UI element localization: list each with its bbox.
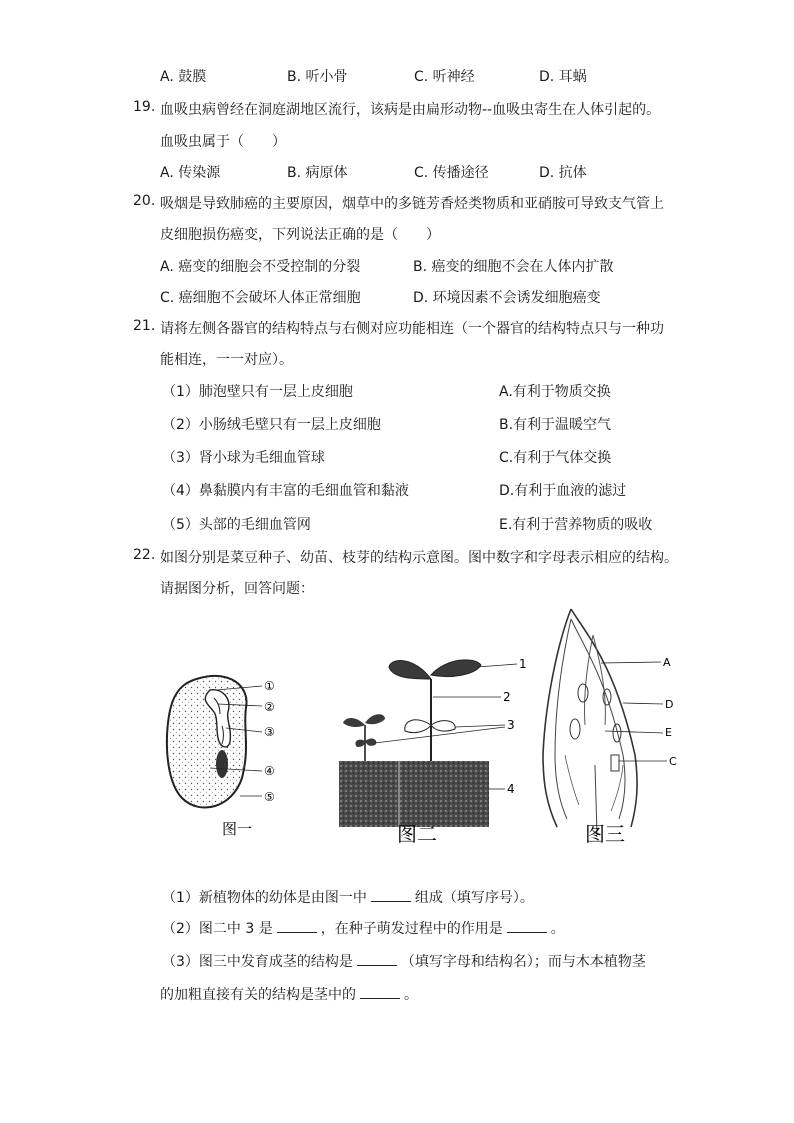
fig3-label: A [663,656,671,669]
true-leaf-right [431,660,481,677]
match-left-item: （5）头部的毛细血管网 [162,517,311,533]
q20-option-c: C. 癌细胞不会破坏人体正常细胞 [160,290,361,306]
match-left-item: （2）小肠绒毛壁只有一层上皮细胞 [162,417,381,433]
question-number: 19. [133,99,156,115]
sub-question-text: （填写字母和结构名）；而与木本植物茎 [400,954,646,970]
q18-option-a: A. 鼓膜 [160,69,207,85]
fig2-caption: 图二 [397,822,437,846]
q22-sub-question-3-cont [160,984,418,1004]
fig1-label: ① [264,679,275,693]
q19-option-b: B. 病原体 [287,165,348,181]
true-leaf-left [389,661,431,679]
fig1-label: ③ [264,725,275,739]
question-stem-line-2: 能相连，一一对应）。 [160,352,293,368]
match-right-item: C.有利于气体交换 [499,450,612,466]
question-number: 20. [133,193,156,209]
fig1-label: ② [264,700,275,714]
fig3-label: E [665,726,672,739]
fig1-label: ⑤ [264,790,275,804]
match-left-item: （1）肺泡壁只有一层上皮细胞 [162,384,353,400]
q20-option-a: A. 癌变的细胞会不受控制的分裂 [160,259,361,275]
q18-option-b: B. 听小骨 [287,69,348,85]
bud-outer-right [571,609,637,827]
match-left-item: （3）肾小球为毛细血管球 [162,450,325,466]
figure-1-bean-seed [160,668,295,843]
question-stem-line-1: 血吸虫病曾经在洞庭湖地区流行，该病是由扁形动物--血吸虫寄生在人体引起的。 [160,102,661,118]
question-stem-line-2: 请据图分析，回答问题： [160,581,314,597]
q20-option-d: D. 环境因素不会诱发细胞癌变 [413,290,601,306]
question-stem-line-1: 如图分别是菜豆种子、幼苗、枝芽的结构示意图。图中数字和字母表示相应的结构。 [160,550,678,566]
fig3-label: C [669,755,677,768]
question-stem-line-1: 吸烟是导致肺癌的主要原因，烟草中的多链芳香烃类物质和亚硝胺可导致支气管上 [160,196,664,212]
figure-3-branch-bud [535,605,695,845]
q19-option-d: D. 抗体 [539,165,587,181]
answer-blank[interactable] [277,920,317,933]
cotyledon-left [405,720,431,733]
sub-question-text: 的加粗直接有关的结构是茎中的 [160,987,356,1003]
question-stem-line-2: 皮细胞损伤癌变，下列说法正确的是（ ） [160,227,440,243]
match-right-item: E.有利于营养物质的吸收 [499,517,653,533]
figure-2-seedling [335,645,525,845]
answer-blank[interactable] [371,889,411,902]
sub-question-text: （1）新植物体的幼体是由图一中 [162,890,367,906]
q22-sub-question-3 [162,951,646,971]
q19-option-c: C. 传播途径 [414,165,489,181]
answer-blank[interactable] [357,953,397,966]
sub-question-text: （3）图三中发育成茎的结构是 [162,954,353,970]
cotyledon-right [431,721,455,731]
fig1-caption: 图一 [222,820,253,838]
sub-question-text: 。 [550,921,565,937]
cotyledon-mark [216,750,228,778]
soil [339,761,489,827]
question-stem-line-1: 请将左侧各器官的结构特点与右侧对应功能相连（一个器官的结构特点只与一种功 [160,321,664,337]
q18-option-c: C. 听神经 [414,69,475,85]
fig2-label: 3 [507,718,515,732]
question-number: 22. [133,547,156,563]
sub-question-text: 组成（填写序号）。 [414,890,534,906]
q20-option-b: B. 癌变的细胞不会在人体内扩散 [413,259,614,275]
fig2-label: 4 [507,782,515,796]
fig3-caption: 图三 [585,822,625,846]
answer-blank[interactable] [507,920,547,933]
sub-question-text: 。 [404,987,418,1003]
sub-question-text: ，在种子萌发过程中的作用是 [320,921,503,937]
match-right-item: A.有利于物质交换 [499,384,611,400]
match-right-item: B.有利于温暖空气 [499,417,612,433]
q22-sub-question-2 [162,918,565,938]
match-left-item: （4）鼻黏膜内有丰富的毛细血管和黏液 [162,483,409,499]
fig3-label: D [665,698,674,711]
sub-question-text: （2）图二中 3 是 [162,921,273,937]
fig2-label: 1 [519,657,527,671]
q19-option-a: A. 传染源 [160,165,221,181]
question-number: 21. [133,318,156,334]
match-right-item: D.有利于血液的滤过 [499,483,627,499]
fig2-label: 2 [503,690,511,704]
answer-blank[interactable] [360,986,400,999]
q22-sub-question-1 [162,887,534,907]
q18-option-d: D. 耳蜗 [539,69,587,85]
question-stem-line-2: 血吸虫属于（ ） [160,134,286,150]
fig1-label: ④ [264,764,275,778]
